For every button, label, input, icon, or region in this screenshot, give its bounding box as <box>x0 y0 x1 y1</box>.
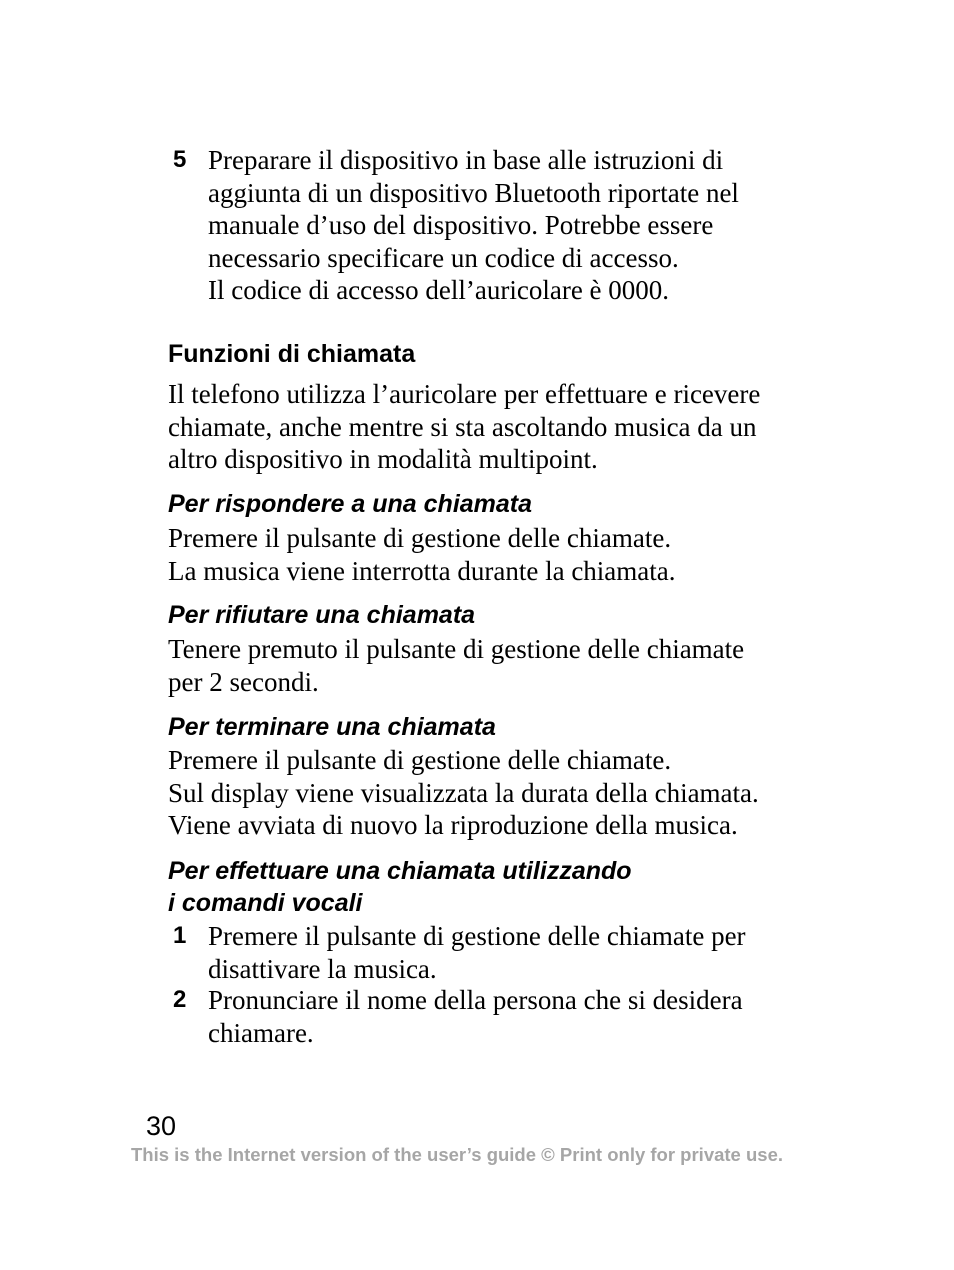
page-number: 30 <box>146 1111 177 1141</box>
text-line: Premere il pulsante di gestione delle chiamate. <box>168 523 672 553</box>
text-line: altro dispositivo in modalità multipoint. <box>168 444 598 474</box>
text-line: Viene avviata di nuovo la riproduzione della musica. <box>168 810 738 840</box>
paragraph-call-functions <box>168 378 828 476</box>
step-number: 2 <box>173 986 187 1013</box>
step-text <box>208 984 813 1049</box>
step-number: 1 <box>173 922 187 949</box>
text-line: chiamate, anche mentre si sta ascoltando musica da un <box>168 411 757 442</box>
voice-call-step-2 <box>173 984 813 1049</box>
section-heading-call-functions: Funzioni di chiamata <box>168 340 416 368</box>
subheading-voice-call <box>168 855 632 919</box>
text-line: per 2 secondi. <box>168 666 319 697</box>
text-line: Pronunciare il nome della persona che si desidera <box>208 985 743 1015</box>
subheading-end-call: Per terminare una chiamata <box>168 713 496 741</box>
subheading-reject-call: Per rifiutare una chiamata <box>168 601 476 629</box>
step-text <box>208 144 813 307</box>
text-line: aggiunta di un dispositivo Bluetooth riportate nel <box>208 177 739 208</box>
text-line: Premere il pulsante di gestione delle chiamate per <box>208 921 746 951</box>
text-line: manuale d’uso del dispositivo. Potrebbe essere <box>208 210 714 240</box>
text-line: disattivare la musica. <box>208 953 437 984</box>
text-line: Sul display viene visualizzata la durata della chiamata. <box>168 777 759 808</box>
subheading-answer-call: Per rispondere a una chiamata <box>168 490 533 518</box>
heading-line: i comandi vocali <box>168 889 363 917</box>
text-line: La musica viene interrotta durante la chiamata. <box>168 555 676 586</box>
step-5 <box>173 144 813 307</box>
paragraph-end-call <box>168 744 828 842</box>
footer-notice: This is the Internet version of the user’s guide © Print only for private use. <box>131 1144 784 1165</box>
step-text <box>208 920 813 985</box>
text-line: Tenere premuto il pulsante di gestione delle chiamate <box>168 634 745 664</box>
paragraph-answer-call <box>168 522 828 587</box>
text-line: necessario specificare un codice di accesso. <box>208 242 679 273</box>
text-line: Preparare il dispositivo in base alle istruzioni di <box>208 145 724 175</box>
voice-call-step-1 <box>173 920 813 985</box>
text-line: Il telefono utilizza l’auricolare per effettuare e ricevere <box>168 379 761 409</box>
text-line: Il codice di accesso dell’auricolare è 0000. <box>208 275 670 305</box>
heading-line: Per effettuare una chiamata utilizzando <box>168 857 632 885</box>
text-line: Premere il pulsante di gestione delle chiamate. <box>168 745 672 775</box>
text-line: chiamare. <box>208 1017 314 1048</box>
step-number: 5 <box>173 146 187 173</box>
paragraph-reject-call <box>168 633 828 698</box>
